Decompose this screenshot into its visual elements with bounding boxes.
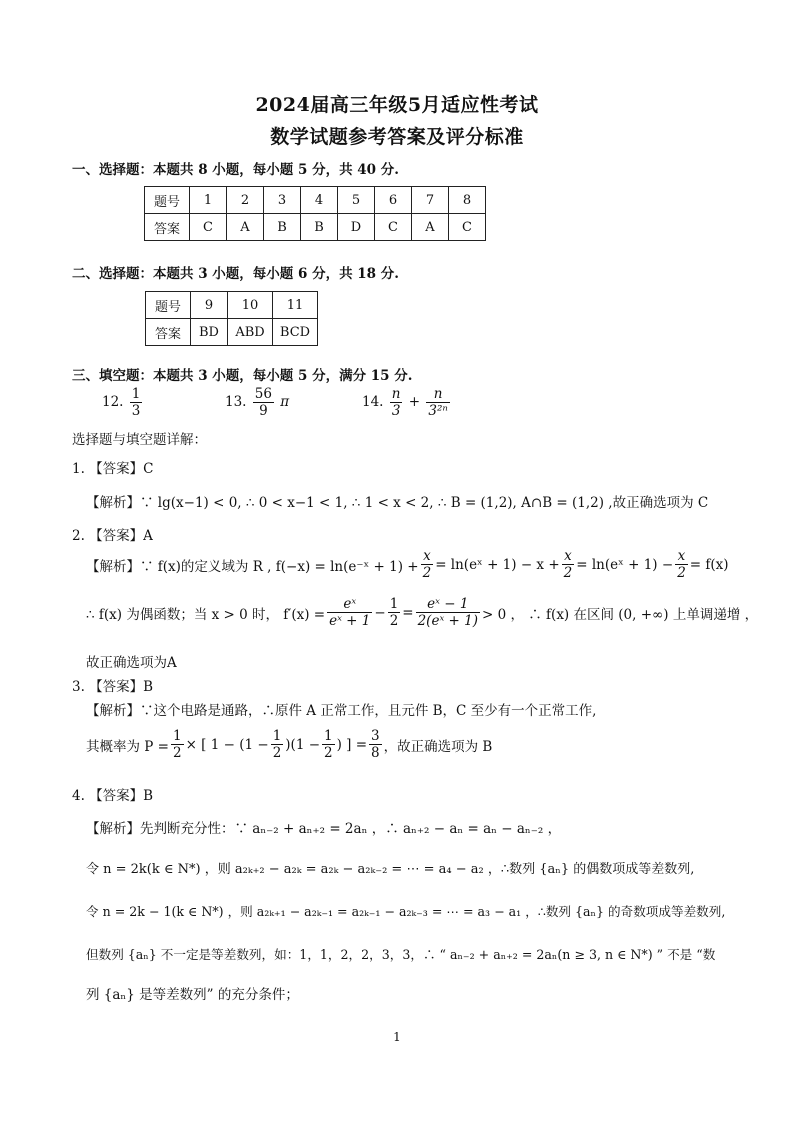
denominator: 2 xyxy=(422,565,432,581)
numerator: x xyxy=(562,548,575,565)
problem-2-analysis-line-1 xyxy=(86,548,729,581)
table-cell: BD xyxy=(191,319,228,346)
table-cell: C xyxy=(375,214,412,241)
question-number: 14. xyxy=(362,394,384,410)
problem-3-analysis-line-2 xyxy=(86,728,492,761)
numerator: 1 xyxy=(324,728,333,744)
fill-answer-12 xyxy=(102,386,144,419)
table-row xyxy=(146,319,318,346)
fraction xyxy=(426,386,449,419)
numerator: n xyxy=(391,386,401,402)
section-3-heading: 三、填空题：本题共 3 小题，每小题 5 分，满分 15 分. xyxy=(72,368,413,384)
answer-table-1 xyxy=(144,186,486,241)
page-number: 1 xyxy=(393,1030,401,1044)
equation-text: > 0 ， ∴ f(x) 在区间 (0, +∞) 上单调递增 ， xyxy=(481,606,759,623)
numerator: 56 xyxy=(254,386,272,402)
table-cell: A xyxy=(227,214,264,241)
equation-text: − xyxy=(374,604,386,621)
denominator: 2 xyxy=(272,745,282,761)
answer-table-2 xyxy=(145,291,318,346)
equation-text: 【解析】∵ f(x)的定义域为 R , f(−x) = ln(e⁻ˣ + 1) + xyxy=(86,558,419,575)
fill-answer-14 xyxy=(362,386,452,419)
document-subtitle: 数学试题参考答案及评分标准 xyxy=(270,126,524,148)
problem-4-analysis-line-5: 列 {aₙ} 是等差数列” 的充分条件； xyxy=(86,987,299,1003)
plus-sign: + xyxy=(408,394,421,410)
table-cell: 8 xyxy=(449,187,486,214)
equation-text: = ln(eˣ + 1) − x + xyxy=(435,556,560,573)
table-cell: 10 xyxy=(228,292,273,319)
numerator: eˣ xyxy=(327,596,372,613)
table-cell: B xyxy=(264,214,301,241)
table-header-cell: 题号 xyxy=(146,292,191,319)
table-header-cell: 答案 xyxy=(145,214,190,241)
fraction xyxy=(253,386,274,419)
denominator: 2 xyxy=(563,565,573,581)
numerator: x xyxy=(421,548,434,565)
problem-2-answer: 2. 【答案】A xyxy=(72,528,153,544)
denominator: 3²ⁿ xyxy=(428,403,448,419)
section-2-heading: 二、选择题：本题共 3 小题，每小题 6 分，共 18 分. xyxy=(72,266,399,282)
fraction xyxy=(271,728,284,761)
table-cell: C xyxy=(190,214,227,241)
denominator: 9 xyxy=(259,403,268,419)
denominator: 8 xyxy=(371,745,380,761)
equation-text: = xyxy=(402,604,414,621)
table-header-cell: 答案 xyxy=(146,319,191,346)
table-row xyxy=(145,187,486,214)
denominator: eˣ + 1 xyxy=(329,613,371,629)
problem-4-analysis-line-3: 令 n = 2k − 1(k ∈ N*) ，则 a₂ₖ₊₁ − a₂ₖ₋₁ = a₂ₖ₋₁ − a₂ₖ₋₃ = ⋯ = a₃ − a₁ ，∴数列 {aₙ} 的奇数项成等差数列, xyxy=(86,904,726,919)
denominator: 2 xyxy=(172,745,182,761)
table-cell: 7 xyxy=(412,187,449,214)
fraction xyxy=(416,596,480,629)
question-number: 13. xyxy=(225,394,247,410)
equation-text: ∴ f(x) 为偶函数；当 x > 0 时， f′(x) = xyxy=(86,606,326,623)
numerator: 3 xyxy=(371,728,380,744)
equation-text: ) ] = xyxy=(336,736,368,753)
table-cell: BCD xyxy=(273,319,318,346)
fraction xyxy=(421,548,434,581)
denominator: 2(eˣ + 1) xyxy=(417,613,478,629)
numerator: 1 xyxy=(131,386,141,402)
table-header-cell: 题号 xyxy=(145,187,190,214)
denominator: 3 xyxy=(391,403,401,419)
equation-text: = f(x) xyxy=(689,556,729,573)
numerator: eˣ − 1 xyxy=(416,596,480,613)
denominator: 3 xyxy=(131,403,141,419)
fraction xyxy=(171,728,184,761)
fraction xyxy=(130,386,143,419)
table-cell: D xyxy=(338,214,375,241)
problem-3-answer: 3. 【答案】B xyxy=(72,679,154,695)
fraction xyxy=(327,596,372,629)
numerator: 1 xyxy=(272,728,282,744)
problem-2-analysis-line-2 xyxy=(86,596,758,629)
problem-4-answer: 4. 【答案】B xyxy=(72,788,154,804)
denominator: 2 xyxy=(677,565,686,581)
document-title: 2024届高三年级5月适应性考试 xyxy=(255,94,539,116)
problem-3-analysis-line-1: 【解析】∵这个电路是通路，∴原件 A 正常工作，且元件 B，C 至少有一个正常工作, xyxy=(86,703,597,719)
fraction xyxy=(322,728,335,761)
problem-4-analysis-line-1: 【解析】先判断充分性：∵ aₙ₋₂ + aₙ₊₂ = 2aₙ ，∴ aₙ₊₂ − aₙ = aₙ − aₙ₋₂ ， xyxy=(86,821,562,837)
table-cell: 4 xyxy=(301,187,338,214)
table-cell: ABD xyxy=(228,319,273,346)
problem-1-analysis: 【解析】∵ lg(x−1) < 0, ∴ 0 < x−1 < 1, ∴ 1 < x < 2, ∴ B = (1,2), A∩B = (1,2) ,故正确选项为 C xyxy=(86,495,709,511)
details-heading: 选择题与填空题详解： xyxy=(72,432,207,448)
table-row xyxy=(146,292,318,319)
numerator: 1 xyxy=(172,728,182,744)
table-cell: 9 xyxy=(191,292,228,319)
table-cell: A xyxy=(412,214,449,241)
table-cell: 3 xyxy=(264,187,301,214)
fraction xyxy=(675,548,688,581)
table-cell: 11 xyxy=(273,292,318,319)
fraction xyxy=(369,728,382,761)
equation-text: 其概率为 P = xyxy=(86,738,169,755)
denominator: 2 xyxy=(389,613,399,629)
fraction xyxy=(388,596,401,629)
equation-text: × [ 1 − (1 − xyxy=(185,736,269,753)
table-cell: 1 xyxy=(190,187,227,214)
question-number: 12. xyxy=(102,394,124,410)
table-cell: 2 xyxy=(227,187,264,214)
table-cell: B xyxy=(301,214,338,241)
problem-4-analysis-line-2: 令 n = 2k(k ∈ N*) ，则 a₂ₖ₊₂ − a₂ₖ = a₂ₖ − a₂ₖ₋₂ = ⋯ = a₄ − a₂ ，∴数列 {aₙ} 的偶数项成等差数列, xyxy=(86,862,695,877)
table-row xyxy=(145,214,486,241)
problem-4-analysis-line-4: 但数列 {aₙ} 不一定是等差数列，如：1，1，2，2，3，3，∴ “ aₙ₋₂ + aₙ₊₂ = 2aₙ(n ≥ 3, n ∈ N*) ” 不是 “数 xyxy=(86,947,716,962)
equation-text: = ln(eˣ + 1) − xyxy=(576,556,674,573)
section-1-heading: 一、选择题：本题共 8 小题，每小题 5 分，共 40 分. xyxy=(72,162,399,178)
pi-symbol: π xyxy=(280,394,290,410)
denominator: 2 xyxy=(324,745,333,761)
table-cell: 6 xyxy=(375,187,412,214)
problem-2-conclusion: 故正确选项为A xyxy=(86,655,177,671)
fraction xyxy=(562,548,575,581)
fraction xyxy=(390,386,403,419)
fill-answer-13 xyxy=(225,386,289,419)
numerator: n xyxy=(426,386,449,403)
table-cell: 5 xyxy=(338,187,375,214)
numerator: x xyxy=(675,548,688,565)
problem-1-answer: 1. 【答案】C xyxy=(72,461,154,477)
equation-text: ，故正确选项为 B xyxy=(383,738,493,755)
table-cell: C xyxy=(449,214,486,241)
numerator: 1 xyxy=(389,596,399,612)
equation-text: )(1 − xyxy=(285,736,321,753)
